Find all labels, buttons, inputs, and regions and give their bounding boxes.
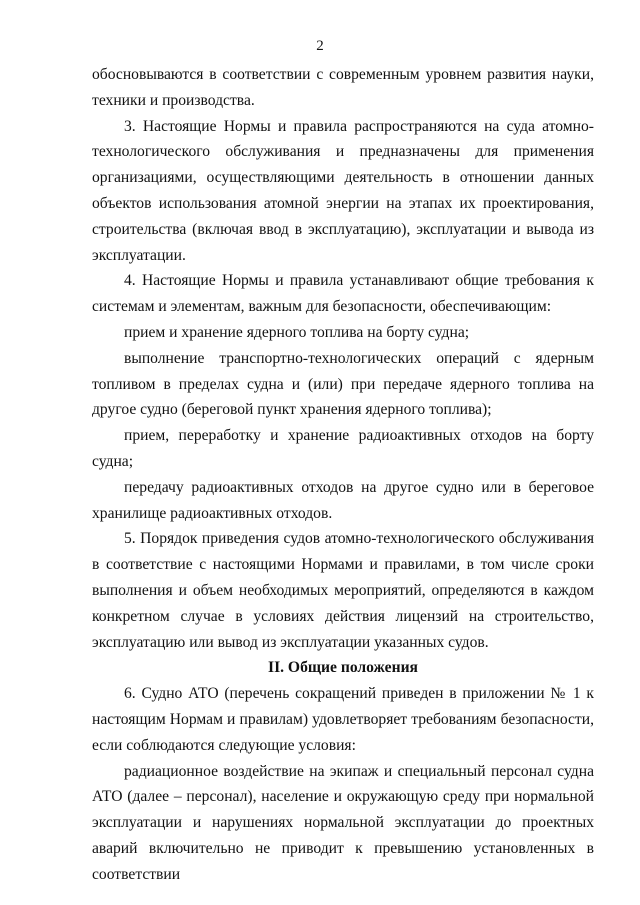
- paragraph-item-3: 3. Настоящие Нормы и правила распространяются на суда атомно-технологического обслуживания и предназначены для применения организациями, осуществляющими деятельность в отношении данных объектов использования атомной энергии на этапах их проектирования, строительства (включая ввод в эксплуатацию), эксплуатации и вывода из эксплуатации.: [92, 117, 594, 264]
- list-item-waste-transfer: передачу радиоактивных отходов на другое судно или в береговое хранилище радиоактивных отходов.: [92, 478, 594, 522]
- paragraph-item-4: 4. Настоящие Нормы и правила устанавливают общие требования к системам и элементам, важным для безопасности, обеспечивающим:: [92, 272, 594, 316]
- paragraph-continuation: обосновываются в соответствии с современным уровнем развития науки, техники и производства.: [92, 66, 594, 109]
- paragraph-item-6: 6. Судно АТО (перечень сокращений приведен в приложении № 1 к настоящим Нормам и правилам) удовлетворяет требованиям безопасности, если соблюдаются следующие условия:: [92, 685, 594, 754]
- paragraph-radiation-impact: радиационное воздействие на экипаж и специальный персонал судна АТО (далее – персонал), население и окружающую среду при нормальной эксплуатации и нарушениях нормальной эксплуатации до проектных аварий включительно не приводит к превышению установленных в соответствии: [92, 762, 594, 883]
- list-item-waste-storage: прием, переработку и хранение радиоактивных отходов на борту судна;: [92, 427, 594, 470]
- list-item-fuel-storage: прием и хранение ядерного топлива на борту судна;: [124, 323, 470, 341]
- section-heading: II. Общие положения: [268, 659, 418, 677]
- paragraph-item-5: 5. Порядок приведения судов атомно-технологического обслуживания в соответствие с настоящими Нормами и правилами, в том числе сроки выполнения и объем необходимых мероприятий, определяются в каждом конкретном случае в условиях действия лицензий на строительство, эксплуатацию или вывод из эксплуатации указанных судов.: [92, 530, 594, 651]
- document-body: [92, 62, 594, 888]
- list-item-fuel-operations: выполнение транспортно-технологических операций с ядерным топливом в пределах судна и (или) при передаче ядерного топлива на другое судно (береговой пункт хранения ядерного топлива);: [92, 349, 594, 419]
- page-number: 2: [316, 38, 324, 54]
